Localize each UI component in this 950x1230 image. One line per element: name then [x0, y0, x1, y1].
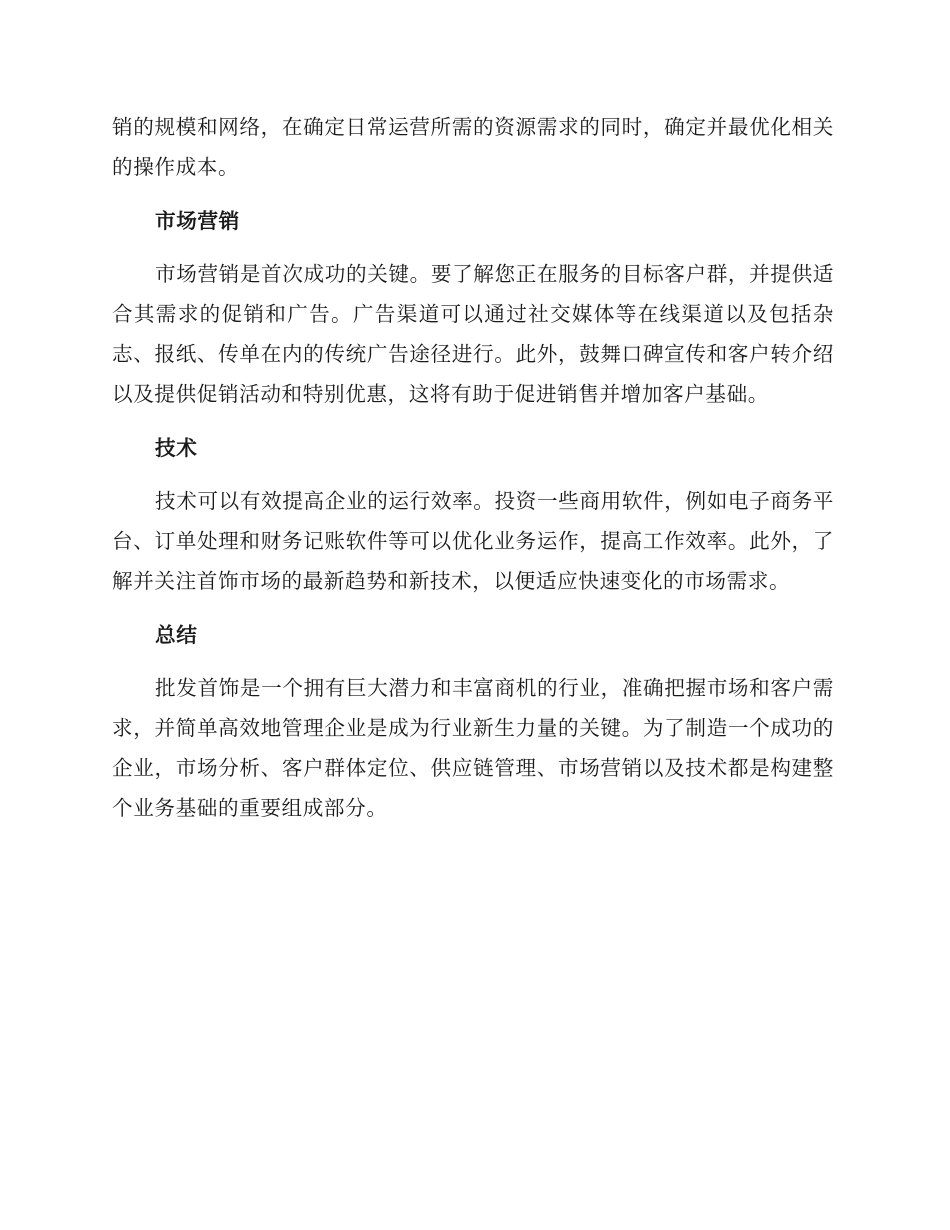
- section-heading-summary: 总结: [155, 623, 198, 647]
- section-heading-marketing: 市场营销: [155, 209, 240, 233]
- section-body-summary: 批发首饰是一个拥有巨大潜力和丰富商机的行业，准确把握市场和客户需求，并简单高效地管理企业是成为行业新生力量的关键。为了制造一个成功的企业，市场分析、客户群体定位、供应链管理、市场营销以及技术都是构建整个业务基础的重要组成部分。: [112, 676, 834, 820]
- section-body-technology: 技术可以有效提高企业的运行效率。投资一些商用软件，例如电子商务平台、订单处理和财务记账软件等可以优化业务运作，提高工作效率。此外，了解并关注首饰市场的最新趋势和新技术，以便适应快速变化的市场需求。: [112, 489, 834, 593]
- section-body-marketing: 市场营销是首次成功的关键。要了解您正在服务的目标客户群，并提供适合其需求的促销和广告。广告渠道可以通过社交媒体等在线渠道以及包括杂志、报纸、传单在内的传统广告途径进行。此外，鼓舞口碑宣传和客户转介绍以及提供促销活动和特别优惠，这将有助于促进销售并增加客户基础。: [112, 262, 834, 406]
- document-content: [112, 107, 834, 828]
- intro-paragraph: 销的规模和网络，在确定日常运营所需的资源需求的同时，确定并最优化相关的操作成本。: [112, 115, 834, 179]
- section-heading-technology: 技术: [155, 436, 198, 460]
